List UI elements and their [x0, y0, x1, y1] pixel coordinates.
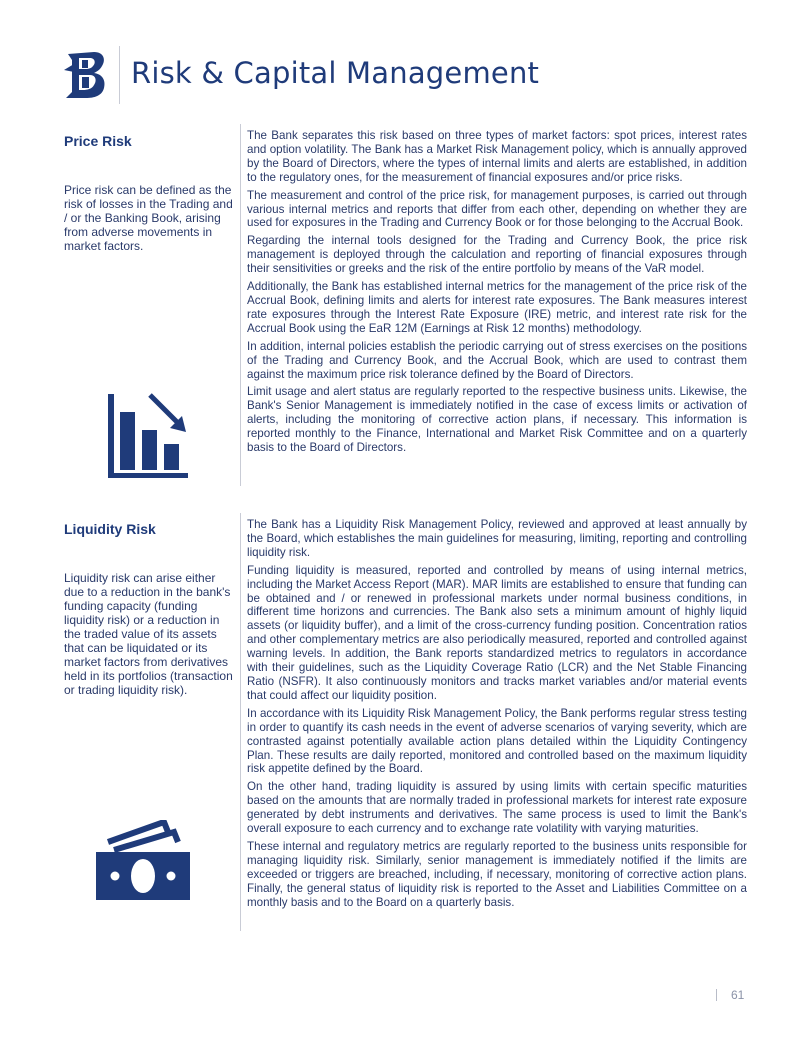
price-risk-body: [247, 129, 747, 459]
header-divider: [119, 46, 120, 104]
paragraph: Regarding the internal tools designed for the Trading and Currency Book, the price risk management is deployed through the calculation and reporting of financial exposures through their sensitivities or greeks and the risk of the entire portfolio by means of the VaR model.: [247, 234, 747, 276]
paragraph: The Bank separates this risk based on three types of market factors: spot prices, interest rates and option volatility. The Bank has a Market Risk Management policy, which is annually approved by the Board of Directors, where the types of internal limits and alerts are established, in addition to the regulatory ones, for the measurement of financial exposures and/or price risks.: [247, 129, 747, 184]
paragraph: Additionally, the Bank has established internal metrics for the management of the price risk of the Accrual Book, defining limits and alerts for interest rate exposures. The Bank measures interest rate exposures through the Interest Rate Exposure (IRE) metric, and interest rate risk for the Accrual Book using the EaR 12M (Earnings at Risk 12 months) methodology.: [247, 280, 747, 335]
paragraph: In accordance with its Liquidity Risk Management Policy, the Bank performs regular stress testing in order to quantify its cash needs in the event of adverse scenarios of varying severity, which are contrasted against potentially available action plans detailed within the Liquidity Contingency Plan. These results are daily reported, monitored and controlled based on the maximum liquidity risk appetite defined by the Board.: [247, 706, 747, 776]
price-risk-heading: Price Risk: [64, 133, 132, 149]
paragraph: In addition, internal policies establish the periodic carrying out of stress exercises on the positions of the Trading and Currency Book, and the Accrual Book, which are used to contrast them against the maximum price risk tolerance defined by the Board of Directors.: [247, 339, 747, 381]
page-title: Risk & Capital Management: [131, 56, 540, 90]
liquidity-risk-heading: Liquidity Risk: [64, 521, 156, 537]
banknotes-icon: [94, 820, 194, 902]
price-risk-definition: Price risk can be defined as the risk of losses in the Trading and / or the Banking Book, arising from adverse movements in market factors.: [64, 183, 233, 253]
liquidity-risk-definition: Liquidity risk can arise either due to a reduction in the bank's funding capacity (funding liquidity risk) or a reduction in the traded value of its assets that can be liquidated or its market factors from derivatives held in its portfolios (transaction or trading liquidity risk).: [64, 571, 233, 697]
paragraph: On the other hand, trading liquidity is assured by using limits with certain specific maturities based on the amounts that are normally traded in professional markets for interest rate exposure generated by debt instruments and derivatives. The same process is used to limit the Bank's overall exposure to each currency and to exchange rate volatility with varying maturities.: [247, 780, 747, 836]
price-risk-column-rule: [240, 124, 241, 486]
page-number: [716, 988, 744, 1002]
bank-logo-icon: [64, 50, 106, 100]
paragraph: These internal and regulatory metrics are regularly reported to the business units responsible for managing liquidity risk. Similarly, senior management is immediately notified if the limits are exceeded or triggers are breached, including, if necessary, monitoring of corrective action plans. Finally, the general status of liquidity risk is reported to the Asset and Liabilities Committee on a monthly basis and to the Board on a quarterly basis.: [247, 839, 747, 909]
paragraph: Funding liquidity is measured, reported and controlled by means of using internal metrics, including the Market Access Report (MAR). MAR limits are established to ensure that funding can be obtained and / or renewed in professional markets under normal business conditions, in different time horizons and currencies. The Bank also sets a minimum amount of highly liquid assets (or liquidity buffer), and a limit of the cross-currency funding position. Concentration ratios and other complementary metrics are also periodically measured, reported and controlled against warning levels. In addition, the Bank reports standardized metrics to regulators in accordance with their guidelines, such as the Liquidity Coverage Ratio (LCR) and the Net Stable Financing Ratio (NSFR). It also continuously monitors and tracks market variables and/or material events that could affect our liquidity position.: [247, 563, 747, 702]
page-number-divider: [716, 989, 717, 1001]
page-number-value: 61: [731, 988, 745, 1002]
declining-bar-chart-icon: [108, 392, 190, 478]
paragraph: Limit usage and alert status are regularly reported to the respective business units. Likewise, the Bank's Senior Management is immediately notified in the case of excess limits or activation of alerts, including the monitoring of corrective action plans, if necessary. This information is reported monthly to the Finance, International and Market Risk Committee and on a quarterly basis to the Board of Directors.: [247, 385, 747, 455]
liquidity-risk-body: [247, 518, 747, 913]
paragraph: The measurement and control of the price risk, for management purposes, is carried out through various internal metrics and reports that differ from each other, depending on whether they are used for exposures in the Trading and Currency Book or for those belonging to the Accrual Book.: [247, 188, 747, 230]
liquidity-risk-column-rule: [240, 513, 241, 931]
paragraph: The Bank has a Liquidity Risk Management Policy, reviewed and approved at least annually by the Board, which establishes the main guidelines for measuring, limiting, reporting and controlling liquidity risk.: [247, 518, 747, 559]
